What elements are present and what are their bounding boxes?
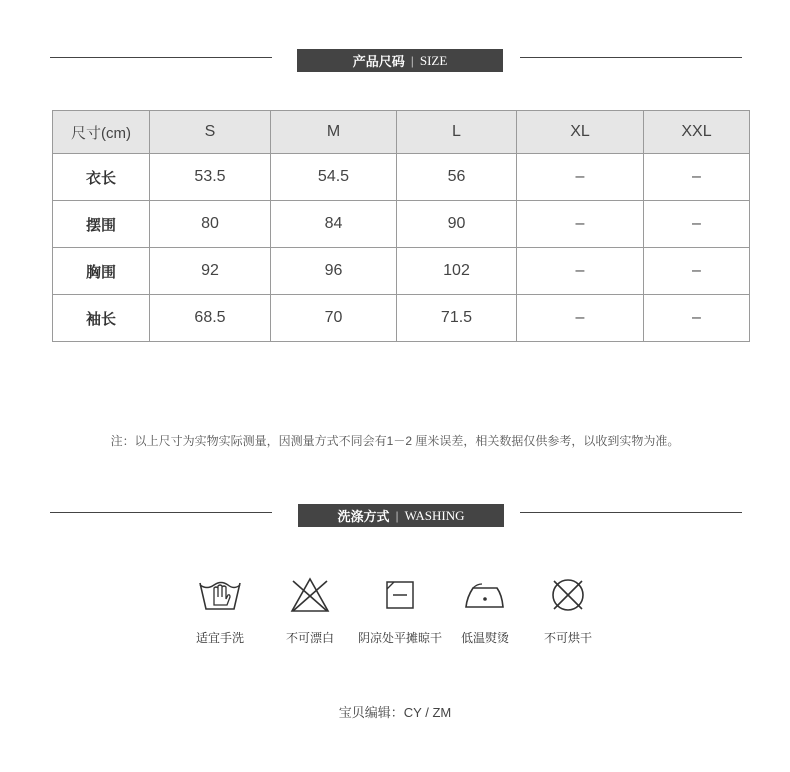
row-label: 摆围 bbox=[53, 201, 150, 248]
table-cell: 84 bbox=[271, 201, 397, 248]
header-size-s: S bbox=[150, 111, 271, 154]
table-cell: 56 bbox=[397, 154, 517, 201]
header-size-unit: 尺寸(cm) bbox=[53, 111, 150, 154]
care-label: 适宜手洗 bbox=[195, 631, 244, 645]
size-table-header-row bbox=[53, 111, 750, 154]
table-cell: 92 bbox=[150, 248, 271, 295]
table-cell: 53.5 bbox=[150, 154, 271, 201]
table-row bbox=[53, 248, 750, 295]
table-row bbox=[53, 295, 750, 342]
care-label: 不可漂白 bbox=[285, 631, 334, 645]
size-divider-right bbox=[520, 57, 742, 58]
row-label: 胸围 bbox=[53, 248, 150, 295]
measurement-note: 注：以上尺寸为实物实际测量，因测量方式不同会有1－2 厘米误差，相关数据仅供参考，以收到实物为准。 bbox=[110, 434, 680, 448]
washing-title-en: WASHING bbox=[404, 507, 465, 523]
no-tumble-dry-icon bbox=[545, 575, 591, 615]
table-cell: – bbox=[517, 248, 644, 295]
care-item-no-tumble-dry bbox=[513, 575, 623, 646]
care-label: 低温熨烫 bbox=[460, 631, 509, 645]
no-bleach-icon bbox=[287, 575, 333, 615]
table-cell: – bbox=[644, 201, 750, 248]
table-row bbox=[53, 154, 750, 201]
washing-title-cn: 洗涤方式 bbox=[337, 509, 390, 524]
row-label: 衣长 bbox=[53, 154, 150, 201]
size-section-title bbox=[297, 49, 503, 72]
care-label: 阴凉处平摊晾干 bbox=[357, 631, 442, 645]
size-title-cn: 产品尺码 bbox=[352, 54, 405, 69]
table-cell: 90 bbox=[397, 201, 517, 248]
editor-credit: 宝贝编辑：CY / ZM bbox=[338, 705, 452, 720]
hand-wash-icon bbox=[197, 575, 243, 615]
table-cell: 71.5 bbox=[397, 295, 517, 342]
washing-divider-left bbox=[50, 512, 272, 513]
washing-section-title bbox=[298, 504, 504, 527]
table-cell: – bbox=[517, 295, 644, 342]
header-size-m: M bbox=[271, 111, 397, 154]
size-title-separator: | bbox=[410, 53, 414, 68]
table-cell: 96 bbox=[271, 248, 397, 295]
table-cell: – bbox=[517, 154, 644, 201]
low-iron-icon bbox=[462, 575, 508, 615]
washing-divider-right bbox=[520, 512, 742, 513]
size-divider-left bbox=[50, 57, 272, 58]
washing-title-separator: | bbox=[395, 508, 399, 523]
size-table bbox=[52, 110, 750, 342]
header-size-xl: XL bbox=[517, 111, 644, 154]
size-title-en: SIZE bbox=[419, 52, 448, 68]
table-cell: 102 bbox=[397, 248, 517, 295]
table-cell: – bbox=[644, 154, 750, 201]
table-cell: – bbox=[644, 248, 750, 295]
table-cell: 54.5 bbox=[271, 154, 397, 201]
header-size-xxl: XXL bbox=[644, 111, 750, 154]
table-row bbox=[53, 201, 750, 248]
shade-dry-flat-icon bbox=[377, 575, 423, 615]
table-cell: 68.5 bbox=[150, 295, 271, 342]
table-cell: 80 bbox=[150, 201, 271, 248]
table-cell: 70 bbox=[271, 295, 397, 342]
table-cell: – bbox=[517, 201, 644, 248]
row-label: 袖长 bbox=[53, 295, 150, 342]
table-cell: – bbox=[644, 295, 750, 342]
care-label: 不可烘干 bbox=[543, 631, 592, 645]
header-size-l: L bbox=[397, 111, 517, 154]
